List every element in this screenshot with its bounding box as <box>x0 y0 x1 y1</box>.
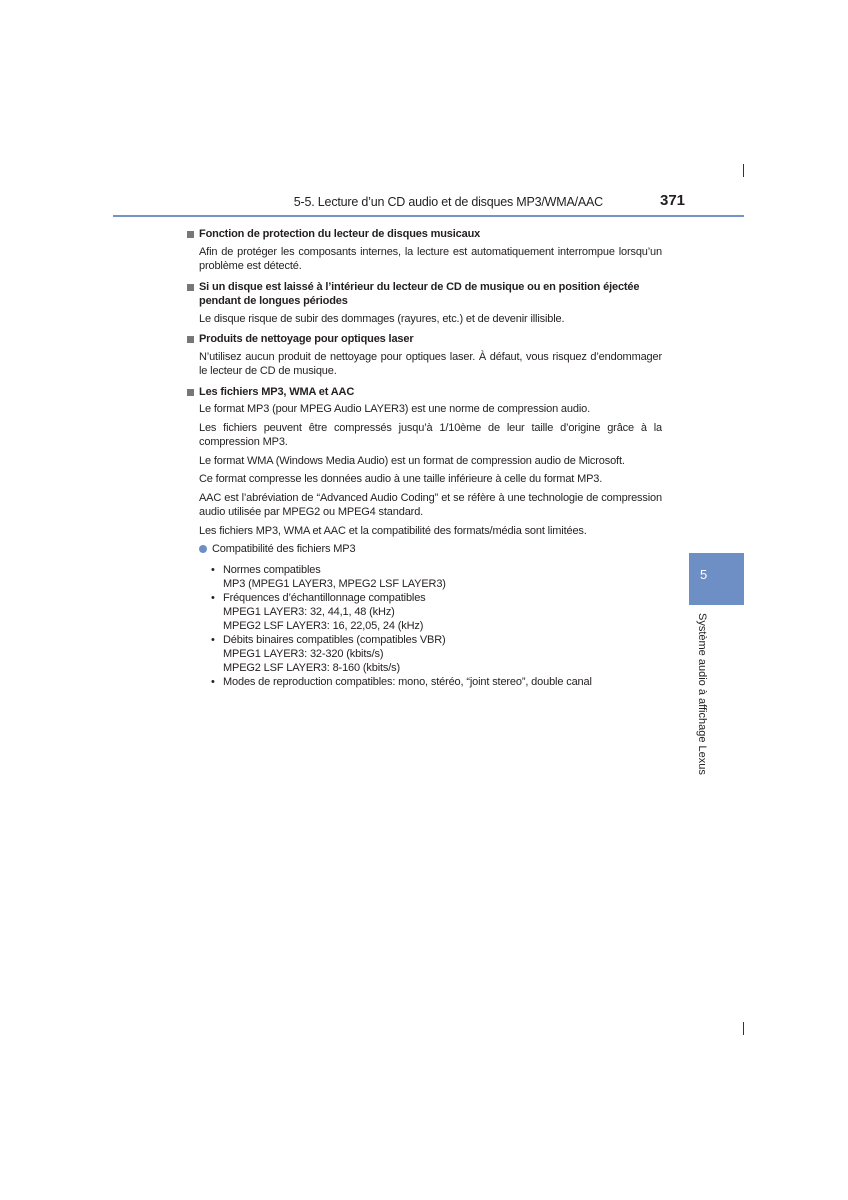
crop-mark-top <box>743 164 744 177</box>
bullet-icon: • <box>211 633 215 646</box>
section-heading: Produits de nettoyage pour optiques laser <box>186 332 662 347</box>
paragraph: Le disque risque de subir des dommages (rayures, etc.) et de devenir illisible. <box>199 312 565 325</box>
list-item: • Normes compatibles MP3 (MPEG1 LAYER3, MPEG2 LSF LAYER3) <box>211 563 446 590</box>
paragraph: N’utilisez aucun produit de nettoyage pour optiques laser. À défaut, vous risquez d’endommager le lecteur de CD de musique. <box>199 350 662 377</box>
list-item: • Modes de reproduction compatibles: mono, stéréo, “joint stereo”, double canal <box>211 675 592 688</box>
paragraph: Le format WMA (Windows Media Audio) est un format de compression audio de Microsoft. <box>199 454 625 467</box>
bullet-icon: • <box>211 563 215 576</box>
section-disc-left-inside <box>186 280 662 327</box>
section-protection <box>186 227 662 274</box>
section-heading: Si un disque est laissé à l’intérieur du lecteur de CD de musique ou en position éjectée pendant de longues périodes <box>186 280 662 309</box>
bullet-icon: • <box>211 675 215 688</box>
section-header-title: 5-5. Lecture d’un CD audio et de disques MP3/WMA/AAC <box>293 195 603 209</box>
compat-subheading: Compatibilité des fichiers MP3 <box>186 542 662 557</box>
bullet-icon: • <box>211 591 215 604</box>
square-bullet-icon <box>187 389 194 396</box>
page-number: 371 <box>660 192 686 209</box>
chapter-title-vertical: Système audio à affichage Lexus <box>696 613 708 775</box>
chapter-tab <box>689 553 744 605</box>
crop-mark-bottom <box>743 1022 744 1035</box>
paragraph: Le format MP3 (pour MPEG Audio LAYER3) est une norme de compression audio. <box>199 403 591 415</box>
square-bullet-icon <box>187 336 194 343</box>
section-heading: Les fichiers MP3, WMA et AAC <box>186 385 662 400</box>
compat-list <box>186 563 662 689</box>
header-divider <box>113 215 744 217</box>
list-item: • Fréquences d’échantillonnage compatibles MPEG1 LAYER3: 32, 44,1, 48 (kHz) MPEG2 LSF LAYER3: 16, 22,05, 24 (kHz) <box>211 591 426 632</box>
section-file-formats <box>186 385 662 689</box>
paragraph: Les fichiers MP3, WMA et AAC et la compatibilité des formats/média sont limitées. <box>199 524 587 537</box>
paragraph: Afin de protéger les composants internes, la lecture est automatiquement interrompue lorsqu’un problème est détecté. <box>199 245 662 272</box>
square-bullet-icon <box>187 284 194 291</box>
square-bullet-icon <box>187 231 194 238</box>
section-heading: Fonction de protection du lecteur de disques musicaux <box>186 227 662 242</box>
paragraph: Ce format compresse les données audio à une taille inférieure à celle du format MP3. <box>199 473 603 485</box>
section-cleaning-products <box>186 332 662 379</box>
page-content <box>186 227 662 695</box>
paragraph: Les fichiers peuvent être compressés jusqu’à 1/10ème de leur taille d’origine grâce à la compression MP3. <box>199 421 662 448</box>
circle-bullet-icon <box>199 545 207 553</box>
list-item: • Débits binaires compatibles (compatibles VBR) MPEG1 LAYER3: 32-320 (kbits/s) MPEG2 LSF LAYER3: 8-160 (kbits/s) <box>211 633 446 674</box>
paragraph: AAC est l’abréviation de “Advanced Audio Coding” et se réfère à une technologie de compression audio utilisée par MPEG2 ou MPEG4 standard. <box>199 491 662 518</box>
chapter-number: 5 <box>700 567 708 582</box>
